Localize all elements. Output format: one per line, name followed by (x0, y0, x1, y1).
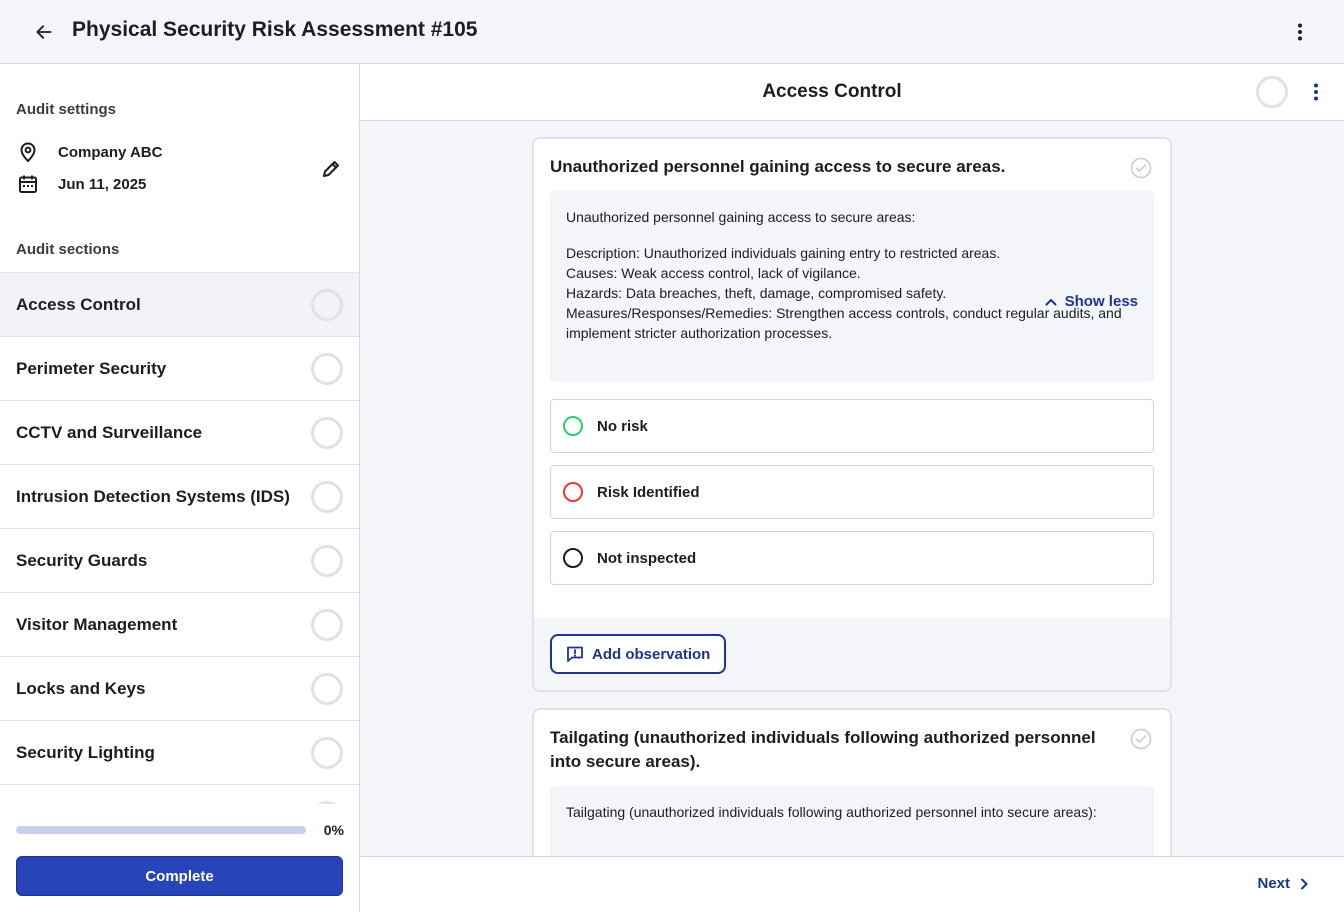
question-description (550, 786, 1154, 856)
option-not-inspected[interactable] (550, 531, 1154, 585)
option-no-risk[interactable] (550, 399, 1154, 453)
measures-text: Measures/Responses/Remedies: Strengthen access controls, conduct regular audits, and implement stricter authorization processes. (566, 305, 1122, 341)
sidebar (0, 64, 360, 912)
footer-bar (360, 856, 1344, 912)
location-value: Company ABC (58, 143, 163, 161)
progress-percent: 0% (323, 822, 344, 838)
sidebar-item-label: Access Control (16, 294, 141, 314)
check-circle-icon[interactable] (1130, 157, 1152, 179)
chevron-up-icon (1045, 298, 1057, 306)
causes-text: Causes: Weak access control, lack of vigilance. (566, 265, 861, 281)
sidebar-item-perimeter-security[interactable] (0, 336, 359, 400)
progress-ring-icon (311, 353, 343, 385)
show-less-button[interactable] (1045, 293, 1138, 310)
question-description (550, 191, 1154, 382)
audit-settings-label: Audit settings (16, 101, 116, 118)
calendar-icon (16, 172, 40, 196)
audit-progress (16, 824, 344, 838)
progress-bar (16, 826, 306, 834)
option-label: No risk (597, 417, 648, 435)
sidebar-item-security-lighting[interactable] (0, 720, 359, 784)
sidebar-item-ids[interactable] (0, 464, 359, 528)
radio-risk-identified[interactable] (563, 482, 583, 502)
question-title: Unauthorized personnel gaining access to secure areas. (550, 157, 1006, 176)
back-button[interactable] (28, 16, 60, 48)
sidebar-item-label: Locks and Keys (16, 678, 146, 698)
sidebar-item-label: Security Guards (16, 550, 148, 570)
next-label: Next (1257, 875, 1290, 892)
progress-ring-icon (311, 801, 343, 805)
add-observation-button[interactable] (550, 634, 726, 674)
radio-no-risk[interactable] (563, 416, 583, 436)
section-more-button[interactable] (1304, 80, 1328, 104)
comment-alert-icon (566, 645, 584, 663)
sidebar-item-partial[interactable] (0, 784, 359, 804)
card-footer (534, 618, 1170, 692)
add-observation-label: Add observation (592, 645, 711, 663)
page-title: Physical Security Risk Assessment #105 (72, 18, 478, 41)
section-header (360, 64, 1344, 121)
sidebar-item-label: Intrusion Detection Systems (IDS) (16, 486, 290, 506)
sidebar-item-label: Security Lighting (16, 742, 155, 762)
more-vertical-icon (1313, 83, 1319, 101)
section-progress-ring-icon (1256, 76, 1288, 108)
audit-sections-label: Audit sections (16, 241, 120, 258)
main-panel (360, 64, 1344, 912)
sidebar-item-locks-and-keys[interactable] (0, 656, 359, 720)
questions-scroll-area[interactable] (360, 121, 1344, 856)
top-app-bar (0, 0, 1344, 64)
date-row (16, 172, 146, 196)
complete-button[interactable]: Complete (16, 856, 343, 896)
sidebar-item-visitor-management[interactable] (0, 592, 359, 656)
chevron-right-icon (1300, 878, 1308, 890)
sidebar-item-security-guards[interactable] (0, 528, 359, 592)
description-text: Description: Unauthorized individuals gaining entry to restricted areas. (566, 245, 1001, 261)
option-label: Not inspected (597, 549, 697, 567)
hazards-text: Hazards: Data breaches, theft, damage, compromised safety. (566, 285, 947, 301)
progress-ring-icon (311, 289, 343, 321)
sidebar-item-access-control[interactable] (0, 272, 359, 336)
progress-ring-icon (311, 737, 343, 769)
question-title: Tailgating (unauthorized individuals following authorized personnel into secure areas). (550, 728, 1096, 771)
progress-ring-icon (311, 545, 343, 577)
section-title: Access Control (762, 81, 902, 102)
progress-ring-icon (311, 609, 343, 641)
location-row (16, 140, 162, 164)
next-button[interactable] (1257, 875, 1308, 892)
progress-ring-icon (311, 417, 343, 449)
question-card (532, 708, 1172, 856)
radio-not-inspected[interactable] (563, 548, 583, 568)
question-card (532, 137, 1172, 692)
sidebar-item-label: CCTV and Surveillance (16, 422, 203, 442)
location-pin-icon (16, 140, 40, 164)
option-label: Risk Identified (597, 483, 700, 501)
option-risk-identified[interactable] (550, 465, 1154, 519)
arrow-left-icon (34, 22, 54, 42)
progress-ring-icon (311, 481, 343, 513)
pencil-icon (321, 159, 341, 179)
date-value: Jun 11, 2025 (58, 175, 147, 193)
check-circle-icon[interactable] (1130, 728, 1152, 750)
show-less-label: Show less (1064, 293, 1138, 310)
sidebar-item-cctv[interactable] (0, 400, 359, 464)
more-vertical-icon (1297, 23, 1303, 41)
sidebar-item-label: Visitor Management (16, 614, 178, 634)
section-list (0, 272, 359, 804)
description-intro: Tailgating (unauthorized individuals following authorized personnel into secure areas): (566, 804, 1097, 820)
sidebar-item-label: Perimeter Security (16, 358, 167, 378)
more-options-button[interactable] (1286, 18, 1314, 46)
edit-settings-button[interactable] (318, 156, 344, 182)
description-intro: Unauthorized personnel gaining access to secure areas: (566, 209, 916, 225)
progress-ring-icon (311, 673, 343, 705)
